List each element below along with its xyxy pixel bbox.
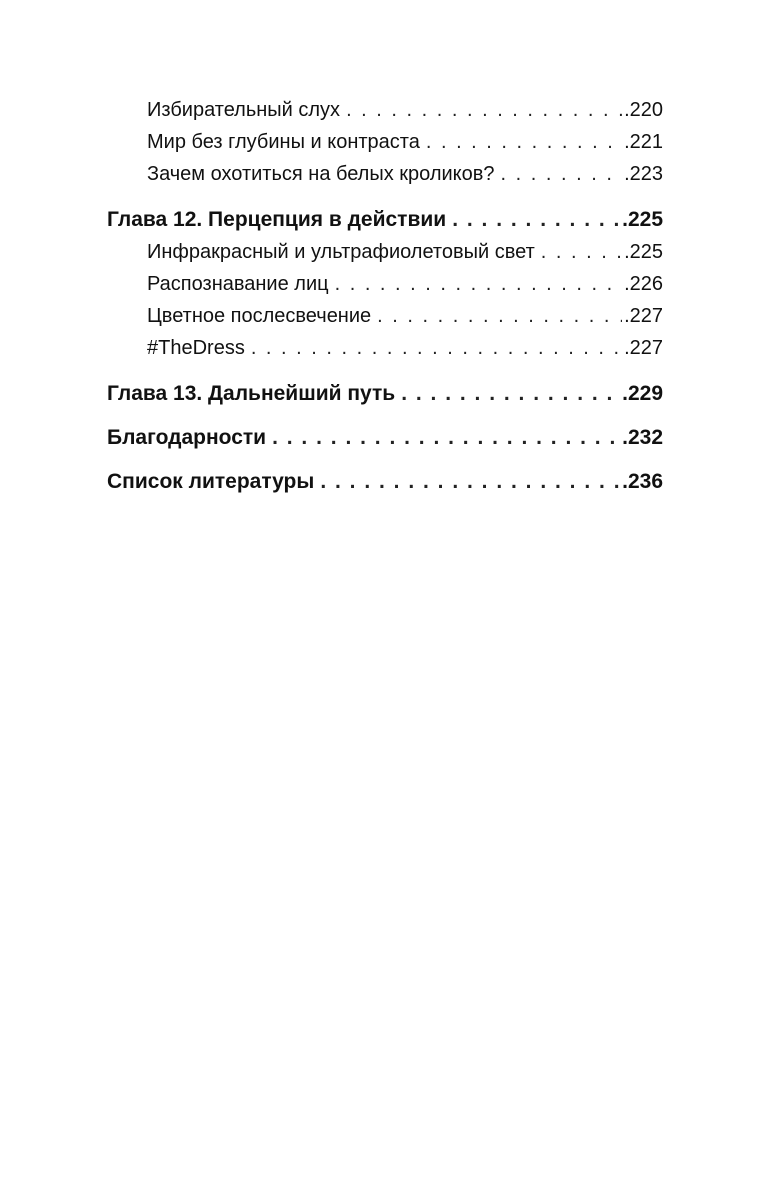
dot-leader [272, 422, 620, 454]
toc-chapter [107, 204, 663, 236]
toc-chapter [107, 466, 663, 498]
toc-entry-page: .226 [624, 273, 663, 295]
toc-entry-page: .223 [624, 163, 663, 185]
toc-entry-page: .220 [624, 99, 663, 121]
toc-chapter-page: .236 [622, 470, 663, 493]
dot-leader [426, 126, 622, 158]
toc-entry-title: Инфракрасный и ультрафиолетовый свет [147, 241, 535, 263]
dot-leader [346, 94, 622, 126]
dot-leader [452, 204, 620, 236]
toc-entry [107, 236, 663, 268]
toc-entry [107, 94, 663, 126]
toc-chapter-title: Благодарности [107, 426, 267, 449]
dot-leader [320, 466, 620, 498]
toc-entry-title: Цветное послесвечение [147, 305, 372, 327]
toc-entry [107, 126, 663, 158]
toc-chapter [107, 422, 663, 454]
table-of-contents [107, 94, 663, 498]
toc-entry [107, 332, 663, 364]
dot-leader [251, 332, 622, 364]
toc-chapter-page: .225 [622, 208, 663, 231]
toc-chapter-title: Глава 12. Перцепция в действии [107, 208, 447, 231]
toc-chapter [107, 378, 663, 410]
dot-leader [335, 268, 622, 300]
toc-chapter-title: Список литературы [107, 470, 315, 493]
toc-entry-title: Распознавание лиц [147, 273, 329, 295]
toc-chapter-page: .229 [622, 382, 663, 405]
dot-leader [377, 300, 622, 332]
toc-entry-page: .225 [624, 241, 663, 263]
toc-entry-title: #TheDress [147, 337, 245, 359]
toc-entry-page: .227 [624, 305, 663, 327]
toc-entry-title: Зачем охотиться на белых кроликов? [147, 163, 495, 185]
dot-leader [541, 236, 622, 268]
toc-entry [107, 300, 663, 332]
toc-chapter-page: .232 [622, 426, 663, 449]
toc-chapter-title: Глава 13. Дальнейший путь [107, 382, 396, 405]
toc-entry-title: Избирательный слух [147, 99, 341, 121]
dot-leader [401, 378, 620, 410]
toc-entry-page: .221 [624, 131, 663, 153]
toc-entry [107, 268, 663, 300]
dot-leader [501, 158, 623, 190]
toc-entry [107, 158, 663, 190]
toc-entry-page: .227 [624, 337, 663, 359]
toc-entry-title: Мир без глубины и контраста [147, 131, 420, 153]
